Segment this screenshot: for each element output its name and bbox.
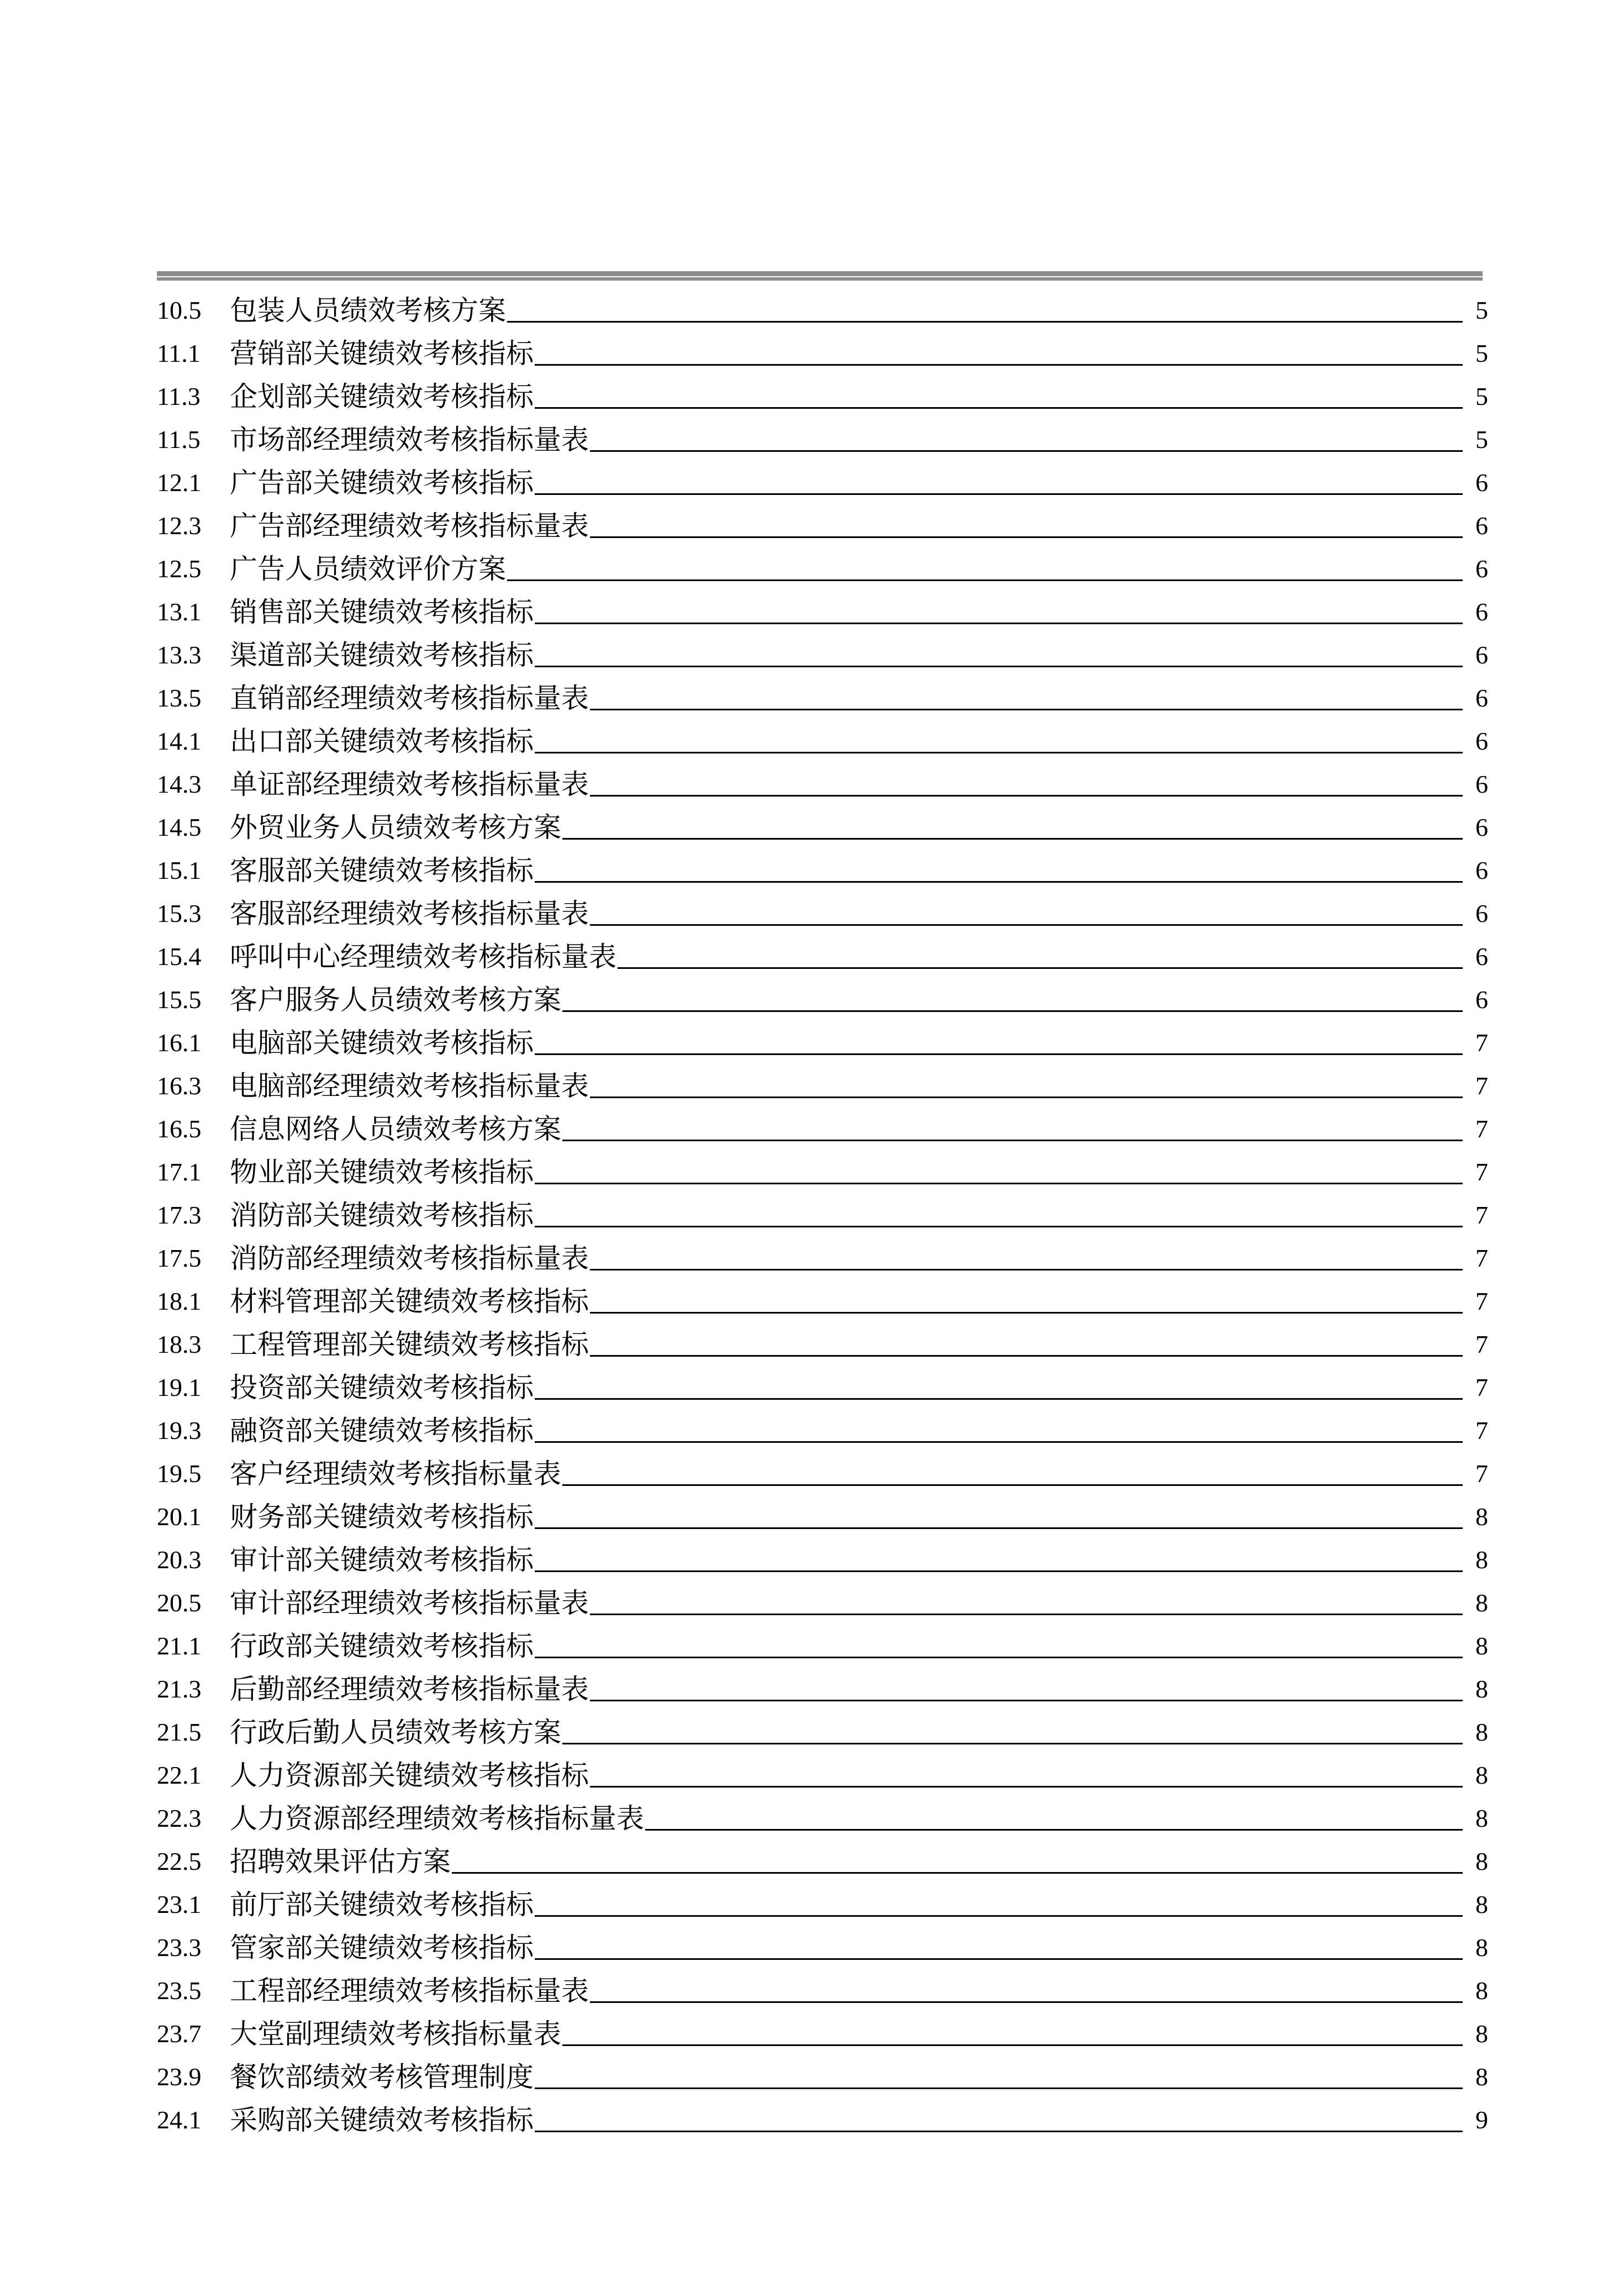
toc-entry-number: 17.3 (157, 1201, 202, 1229)
toc-entry[interactable] (157, 417, 1488, 460)
toc-entry-page-number: 6 (1475, 684, 1488, 712)
toc-entry-page-number: 7 (1475, 1201, 1488, 1229)
toc-entry-title: 渠道部关键绩效考核指标 (230, 639, 534, 671)
toc-entry-title: 外贸业务人员绩效考核方案 (230, 811, 561, 843)
toc-entry-number: 15.3 (157, 899, 202, 927)
toc-entry[interactable] (157, 1925, 1488, 1968)
toc-leader-line (645, 1829, 1463, 1831)
toc-entry-number: 10.5 (157, 296, 202, 324)
toc-entry-page-number: 6 (1475, 899, 1488, 927)
toc-entry-number: 17.1 (157, 1158, 202, 1186)
toc-entry-page-number: 6 (1475, 813, 1488, 841)
toc-leader-line (590, 1355, 1463, 1357)
toc-entry[interactable] (157, 2011, 1488, 2054)
toc-entry[interactable] (157, 675, 1488, 718)
toc-entry[interactable] (157, 546, 1488, 589)
toc-entry[interactable] (157, 503, 1488, 546)
toc-leader-line (535, 364, 1463, 366)
toc-leader-line (535, 2131, 1463, 2132)
toc-entry[interactable] (157, 1278, 1488, 1321)
toc-entry[interactable] (157, 847, 1488, 890)
toc-leader-line (562, 1010, 1463, 1012)
toc-entry-title: 客服部经理绩效考核指标量表 (230, 898, 589, 930)
toc-entry-page-number: 6 (1475, 985, 1488, 1014)
toc-leader-line (562, 838, 1463, 840)
toc-entry-number: 12.3 (157, 512, 202, 540)
toc-entry-number: 20.1 (157, 1503, 202, 1531)
toc-leader-line (535, 1183, 1463, 1184)
toc-entry-page-number: 8 (1475, 1804, 1488, 1832)
toc-entry-page-number: 8 (1475, 2020, 1488, 2048)
toc-entry[interactable] (157, 1407, 1488, 1451)
toc-entry[interactable] (157, 1149, 1488, 1192)
toc-entry-title: 前厅部关键绩效考核指标 (230, 1889, 534, 1921)
toc-entry[interactable] (157, 1537, 1488, 1580)
toc-entry[interactable] (157, 1192, 1488, 1235)
toc-entry-title: 物业部关键绩效考核指标 (230, 1156, 534, 1188)
toc-entry-number: 15.1 (157, 856, 202, 884)
toc-entry[interactable] (157, 373, 1488, 417)
toc-entry-title: 营销部关键绩效考核指标 (230, 338, 534, 370)
toc-entry[interactable] (157, 1709, 1488, 1752)
toc-leader-line (535, 1657, 1463, 1658)
toc-leader-line (590, 1614, 1463, 1615)
toc-entry[interactable] (157, 287, 1488, 330)
toc-entry-number: 23.5 (157, 1976, 202, 2005)
toc-entry-page-number: 7 (1475, 1330, 1488, 1358)
toc-entry-title: 广告人员绩效评价方案 (230, 553, 506, 585)
toc-entry[interactable] (157, 1838, 1488, 1881)
toc-entry-page-number: 6 (1475, 641, 1488, 669)
toc-entry-title: 包装人员绩效考核方案 (230, 294, 506, 326)
toc-entry[interactable] (157, 1968, 1488, 2011)
toc-entry-title: 审计部关键绩效考核指标 (230, 1544, 534, 1576)
toc-entry-page-number: 5 (1475, 425, 1488, 454)
toc-leader-line (590, 795, 1463, 797)
toc-entry-number: 15.5 (157, 985, 202, 1014)
toc-leader-line (535, 1958, 1463, 1960)
toc-entry-page-number: 6 (1475, 512, 1488, 540)
toc-entry-title: 餐饮部绩效考核管理制度 (230, 2061, 534, 2093)
toc-entry-number: 13.5 (157, 684, 202, 712)
toc-leader-line (562, 1140, 1463, 1141)
toc-entry[interactable] (157, 1106, 1488, 1149)
toc-entry-title: 大堂副理绩效考核指标量表 (230, 2018, 561, 2050)
toc-entry-number: 14.5 (157, 813, 202, 841)
toc-entry-page-number: 8 (1475, 1546, 1488, 1574)
toc-entry-page-number: 8 (1475, 1718, 1488, 1746)
toc-entry-number: 22.1 (157, 1761, 202, 1789)
toc-leader-line (535, 1527, 1463, 1529)
toc-entry-number: 19.3 (157, 1416, 202, 1445)
toc-entry-number: 21.3 (157, 1675, 202, 1703)
toc-entry-page-number: 6 (1475, 856, 1488, 884)
toc-entry-number: 21.5 (157, 1718, 202, 1746)
toc-entry[interactable] (157, 1752, 1488, 1795)
toc-entry-number: 11.1 (157, 339, 201, 367)
toc-entry-title: 消防部经理绩效考核指标量表 (230, 1242, 589, 1274)
toc-entry-title: 直销部经理绩效考核指标量表 (230, 682, 589, 714)
toc-entry-title: 融资部关键绩效考核指标 (230, 1415, 534, 1447)
toc-entry-title: 市场部经理绩效考核指标量表 (230, 424, 589, 456)
toc-entry-number: 21.1 (157, 1632, 202, 1660)
toc-entry-title: 呼叫中心经理绩效考核指标量表 (230, 941, 616, 973)
toc-entry-number: 22.3 (157, 1804, 202, 1832)
toc-entry-number: 20.5 (157, 1589, 202, 1617)
toc-entry-page-number: 6 (1475, 942, 1488, 971)
toc-entry[interactable] (157, 1666, 1488, 1709)
toc-entry-page-number: 7 (1475, 1287, 1488, 1315)
toc-entry[interactable] (157, 977, 1488, 1020)
toc-leader-line (535, 493, 1463, 495)
toc-entry-title: 销售部关键绩效考核指标 (230, 596, 534, 628)
toc-entry-title: 客服部关键绩效考核指标 (230, 855, 534, 887)
header-rule (157, 271, 1483, 281)
toc-leader-line (590, 1096, 1463, 1098)
toc-entry[interactable] (157, 1020, 1488, 1063)
toc-entry-number: 16.5 (157, 1115, 202, 1143)
toc-entry-page-number: 8 (1475, 1976, 1488, 2005)
toc-leader-line (590, 1269, 1463, 1270)
toc-entry-number: 20.3 (157, 1546, 202, 1574)
toc-entry-page-number: 7 (1475, 1459, 1488, 1488)
toc-entry-page-number: 8 (1475, 2063, 1488, 2091)
toc-leader-line (535, 1053, 1463, 1055)
toc-leader-line (590, 2001, 1463, 2003)
toc-entry[interactable] (157, 1364, 1488, 1407)
toc-entry-number: 12.5 (157, 555, 202, 583)
toc-entry-page-number: 8 (1475, 1589, 1488, 1617)
toc-entry-number: 19.1 (157, 1373, 202, 1401)
toc-entry-number: 18.3 (157, 1330, 202, 1358)
toc-entry-number: 19.5 (157, 1459, 202, 1488)
toc-entry[interactable] (157, 804, 1488, 847)
toc-entry-page-number: 6 (1475, 727, 1488, 755)
toc-entry-title: 投资部关键绩效考核指标 (230, 1372, 534, 1404)
toc-entry-number: 11.5 (157, 425, 201, 454)
toc-entry[interactable] (157, 589, 1488, 632)
toc-entry-number: 15.4 (157, 942, 202, 971)
toc-entry-number: 16.1 (157, 1029, 202, 1057)
toc-entry[interactable] (157, 1795, 1488, 1838)
toc-entry-page-number: 7 (1475, 1115, 1488, 1143)
toc-entry-title: 出口部关键绩效考核指标 (230, 725, 534, 757)
toc-entry-number: 13.3 (157, 641, 202, 669)
toc-entry-page-number: 9 (1475, 2106, 1488, 2134)
toc-entry-title: 客户经理绩效考核指标量表 (230, 1458, 561, 1490)
toc-leader-line (507, 321, 1463, 323)
toc-entry[interactable] (157, 890, 1488, 934)
toc-entry[interactable] (157, 2097, 1488, 2140)
toc-entry-number: 16.3 (157, 1072, 202, 1100)
toc-entry-page-number: 7 (1475, 1244, 1488, 1272)
toc-entry-title: 电脑部经理绩效考核指标量表 (230, 1070, 589, 1102)
toc-entry[interactable] (157, 632, 1488, 675)
toc-entry-page-number: 7 (1475, 1158, 1488, 1186)
toc-leader-line (535, 2087, 1463, 2089)
toc-entry-number: 23.1 (157, 1890, 202, 1918)
toc-entry[interactable] (157, 1451, 1488, 1494)
toc-entry-number: 12.1 (157, 468, 202, 497)
toc-entry-number: 18.1 (157, 1287, 202, 1315)
toc-leader-line (590, 450, 1463, 452)
toc-entry-number: 17.5 (157, 1244, 202, 1272)
toc-entry[interactable] (157, 460, 1488, 503)
toc-entry-number: 14.3 (157, 770, 202, 798)
toc-entry-number: 14.1 (157, 727, 202, 755)
toc-entry-page-number: 7 (1475, 1373, 1488, 1401)
toc-entry-page-number: 6 (1475, 598, 1488, 626)
toc-entry[interactable] (157, 1494, 1488, 1537)
toc-entry-title: 客户服务人员绩效考核方案 (230, 984, 561, 1016)
toc-entry-page-number: 8 (1475, 1890, 1488, 1918)
toc-entry[interactable] (157, 934, 1488, 977)
toc-entry-title: 工程管理部关键绩效考核指标 (230, 1328, 589, 1361)
toc-entry[interactable] (157, 1321, 1488, 1364)
toc-leader-line (452, 1872, 1463, 1874)
toc-leader-line (535, 1915, 1463, 1917)
toc-entry-number: 23.9 (157, 2063, 202, 2091)
toc-entry-title: 信息网络人员绩效考核方案 (230, 1113, 561, 1145)
toc-entry-title: 材料管理部关键绩效考核指标 (230, 1285, 589, 1317)
toc-entry-title: 消防部关键绩效考核指标 (230, 1199, 534, 1231)
toc-leader-line (535, 1570, 1463, 1572)
toc-entry-page-number: 5 (1475, 339, 1488, 367)
toc-entry[interactable] (157, 761, 1488, 804)
toc-entry-title: 广告部关键绩效考核指标 (230, 467, 534, 499)
toc-entry[interactable] (157, 1623, 1488, 1666)
toc-entry-page-number: 8 (1475, 1632, 1488, 1660)
toc-leader-line (562, 2044, 1463, 2046)
toc-entry-page-number: 5 (1475, 382, 1488, 410)
toc-entry-title: 行政部关键绩效考核指标 (230, 1630, 534, 1662)
toc-entry-title: 广告部经理绩效考核指标量表 (230, 510, 589, 542)
toc-entry-title: 人力资源部经理绩效考核指标量表 (230, 1802, 644, 1834)
toc-entry[interactable] (157, 1063, 1488, 1106)
toc-entry-title: 后勤部经理绩效考核指标量表 (230, 1673, 589, 1705)
toc-entry-title: 企划部关键绩效考核指标 (230, 381, 534, 413)
toc-leader-line (535, 752, 1463, 753)
toc-entry-page-number: 6 (1475, 770, 1488, 798)
toc-leader-line (590, 536, 1463, 538)
toc-entry-page-number: 8 (1475, 1933, 1488, 1962)
toc-entry-page-number: 8 (1475, 1761, 1488, 1789)
toc-entry-page-number: 7 (1475, 1416, 1488, 1445)
toc-entry-page-number: 7 (1475, 1072, 1488, 1100)
toc-leader-line (562, 1743, 1463, 1744)
toc-leader-line (618, 967, 1463, 969)
toc-entry-title: 管家部关键绩效考核指标 (230, 1932, 534, 1964)
toc-entry-page-number: 8 (1475, 1503, 1488, 1531)
toc-leader-line (535, 1441, 1463, 1443)
toc-entry-number: 23.7 (157, 2020, 202, 2048)
toc-leader-line (535, 881, 1463, 883)
toc-entry-page-number: 8 (1475, 1847, 1488, 1875)
toc-entry-title: 审计部经理绩效考核指标量表 (230, 1587, 589, 1619)
toc-entry[interactable] (157, 718, 1488, 761)
toc-leader-line (562, 1484, 1463, 1486)
toc-entry[interactable] (157, 1580, 1488, 1623)
toc-entry-title: 电脑部关键绩效考核指标 (230, 1027, 534, 1059)
toc-entry-page-number: 7 (1475, 1029, 1488, 1057)
toc-leader-line (507, 579, 1463, 581)
table-of-contents (157, 287, 1488, 2140)
toc-leader-line (590, 924, 1463, 926)
toc-entry[interactable] (157, 2054, 1488, 2097)
toc-leader-line (590, 1700, 1463, 1701)
toc-entry-page-number: 8 (1475, 1675, 1488, 1703)
toc-entry[interactable] (157, 1235, 1488, 1278)
toc-entry-page-number: 6 (1475, 468, 1488, 497)
toc-entry[interactable] (157, 1881, 1488, 1925)
toc-leader-line (535, 666, 1463, 667)
toc-entry[interactable] (157, 330, 1488, 373)
toc-leader-line (535, 1398, 1463, 1400)
toc-entry-title: 行政后勤人员绩效考核方案 (230, 1716, 561, 1748)
toc-entry-title: 采购部关键绩效考核指标 (230, 2104, 534, 2136)
toc-entry-number: 13.1 (157, 598, 202, 626)
toc-leader-line (590, 709, 1463, 710)
toc-leader-line (535, 623, 1463, 624)
toc-leader-line (590, 1312, 1463, 1314)
toc-entry-title: 单证部经理绩效考核指标量表 (230, 768, 589, 800)
toc-entry-title: 人力资源部关键绩效考核指标 (230, 1759, 589, 1791)
toc-entry-number: 24.1 (157, 2106, 202, 2134)
toc-entry-number: 22.5 (157, 1847, 202, 1875)
toc-entry-page-number: 6 (1475, 555, 1488, 583)
toc-entry-number: 11.3 (157, 382, 201, 410)
toc-leader-line (535, 407, 1463, 409)
toc-leader-line (535, 1226, 1463, 1227)
toc-entry-title: 工程部经理绩效考核指标量表 (230, 1975, 589, 2007)
toc-entry-title: 招聘效果评估方案 (230, 1846, 451, 1878)
toc-leader-line (590, 1786, 1463, 1788)
toc-entry-number: 23.3 (157, 1933, 202, 1962)
toc-entry-page-number: 5 (1475, 296, 1488, 324)
toc-entry-title: 财务部关键绩效考核指标 (230, 1501, 534, 1533)
